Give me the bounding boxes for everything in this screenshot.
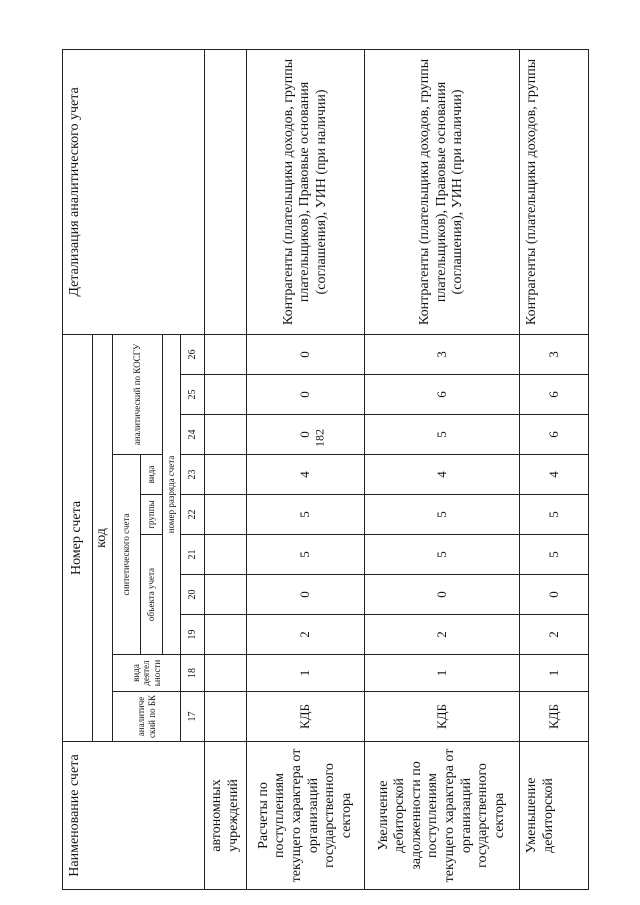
row-detail: Контрагенты (плательщики доходов, группы плательщиков), Правовые основания (соглашения), УИН (при наличии) — [247, 49, 365, 334]
digit-cell: 23 — [181, 455, 205, 495]
row-account-name: Увеличение дебиторской задолженности по поступлениям текущего характера от организаций государственного сектора — [365, 742, 520, 890]
header-type: вида — [141, 455, 163, 495]
header-activity-type: вида деятел ьности — [113, 655, 181, 692]
row-value: 1 — [247, 655, 365, 692]
row-value: 6 — [520, 415, 589, 455]
header-analytic-bk: аналитиче ский по БК — [113, 692, 181, 742]
row-value: 5 — [365, 495, 520, 535]
row-account-name: автономных учреждений — [205, 742, 247, 890]
row-value — [205, 535, 247, 575]
header-code: код — [93, 334, 113, 741]
digit-cell: 17 — [181, 692, 205, 742]
row-value: КДБ — [247, 692, 365, 742]
row-value: 0 — [247, 375, 365, 415]
row-account-name: Уменьшение дебиторской — [520, 742, 589, 890]
row-value: 5 — [365, 535, 520, 575]
digit-cell: 20 — [181, 575, 205, 615]
digit-cell: 26 — [181, 334, 205, 374]
row-value: 3 — [520, 334, 589, 374]
header-groups: группы — [141, 495, 163, 535]
header-detail: Детализация аналитического учета — [63, 49, 205, 334]
row-value: 5 — [365, 415, 520, 455]
row-value: 6 — [365, 375, 520, 415]
row-value: 2 — [520, 615, 589, 655]
row-detail: Контрагенты (плательщики доходов, группы плательщиков), Правовые основания (соглашения), УИН (при наличии) — [365, 49, 520, 334]
row-value: 4 — [365, 455, 520, 495]
row-value — [205, 575, 247, 615]
digit-cell: 22 — [181, 495, 205, 535]
header-account-name: Наименование счета — [63, 742, 205, 890]
row-value: КДБ — [520, 692, 589, 742]
row-value: 0 — [247, 415, 365, 455]
accounts-table — [62, 49, 589, 890]
row-value: 0 — [247, 334, 365, 374]
row-value: 5 — [520, 495, 589, 535]
digit-cell: 19 — [181, 615, 205, 655]
digit-cell: 25 — [181, 375, 205, 415]
row-value — [205, 495, 247, 535]
header-rank-number: номер разряда счета — [163, 334, 181, 654]
row-value: 1 — [365, 655, 520, 692]
header-account-object: объекта учета — [141, 535, 163, 655]
header-synthetic: синтетического счета — [113, 455, 141, 655]
header-analytic-kosgu: аналитический по КОСГУ — [113, 334, 163, 454]
row-value: 6 — [520, 375, 589, 415]
row-value: 0 — [247, 575, 365, 615]
row-value: КДБ — [365, 692, 520, 742]
row-value — [205, 375, 247, 415]
row-value — [205, 615, 247, 655]
row-value: 1 — [520, 655, 589, 692]
row-value: 3 — [365, 334, 520, 374]
row-detail: Контрагенты (плательщики доходов, группы — [520, 49, 589, 334]
row-value: 5 — [247, 495, 365, 535]
row-value — [205, 655, 247, 692]
row-value: 4 — [247, 455, 365, 495]
row-value — [205, 692, 247, 742]
row-value — [205, 415, 247, 455]
page-number: 182 — [312, 429, 327, 447]
row-value: 0 — [520, 575, 589, 615]
digit-cell: 21 — [181, 535, 205, 575]
digit-cell: 18 — [181, 655, 205, 692]
row-value: 5 — [520, 535, 589, 575]
digit-cell: 24 — [181, 415, 205, 455]
header-account-number: Номер счета — [63, 334, 93, 741]
row-value — [205, 334, 247, 374]
row-value: 0 — [365, 575, 520, 615]
rotated-table-container — [62, 50, 588, 890]
row-account-name: Расчеты по поступлениям текущего характера от организаций государственного сектора — [247, 742, 365, 890]
row-value: 2 — [365, 615, 520, 655]
row-value: 5 — [247, 535, 365, 575]
row-value — [205, 455, 247, 495]
row-value: 2 — [247, 615, 365, 655]
row-detail — [205, 49, 247, 334]
row-value: 4 — [520, 455, 589, 495]
